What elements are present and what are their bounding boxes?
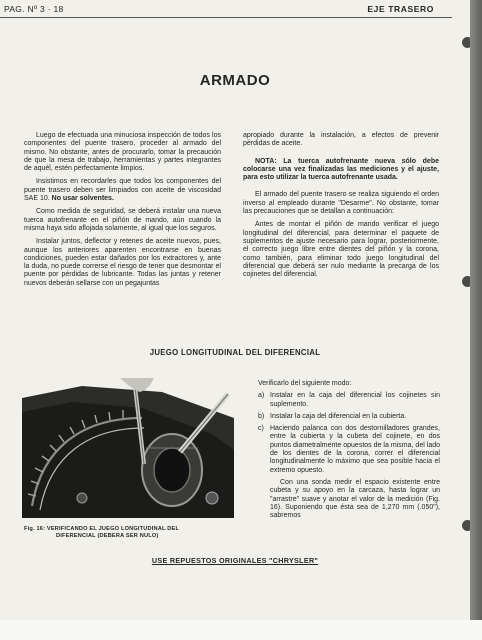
step-text: Instalar la caja del diferencial en la cubierta. [270,412,407,420]
paragraph: apropiado durante la instalación, a efectos de prevenir pérdidas de aceite. [243,132,439,148]
left-column [24,132,221,293]
differential-photo-illustration [22,378,234,518]
procedure-final: Con una sonda medir el espacio existente entre cubeta y su apoyo en la carcaza, hasta lograr un "arrastre" suave y anotar el valor de la medición (Fig. 16). Suponiendo que ésta sea de 1,270 mm (.050"), sabremos [270,478,440,520]
section-title: JUEGO LONGITUDINAL DEL DIFERENCIAL [149,348,321,357]
paragraph: El armado del puente trasero se realiza siguiendo el orden inverso al empleado durante "Desarme". No obstante, tomar las precauciones que se detallan a continuación: [243,191,439,216]
binder-hole [462,37,470,48]
figure-16-photo [22,378,234,518]
paragraph: Luego de efectuada una minuciosa inspección de todos los componentes del puente trasero, proceder al armado del mismo. No obstante, antes de procurarlo, tomar la precaución de que la mesa de trabajo, herramientas y partes integrantes de aquél, estén perfectamente limpios. [24,132,221,173]
page-title: ARMADO [199,72,271,89]
caption-line: Fig. 16: VERIFICANDO EL JUEGO LONGITUDINAL DEL [24,526,180,532]
paragraph: Instalar juntos, deflector y retenes de aceite nuevos, pues, aunque los anteriores aparenten encontrarse en buenas condiciones, pueden estar dañados por los extractores y, ante la duda, no puede correrse el riesgo de tener que desmontar el puente por pérdidas de lubricante. Todas las juntas y retener nuevos deberán sellarse con un pegajuntas [24,238,221,287]
warning-text: No usar solventes. [51,195,114,203]
section-header: EJE TRASERO [367,4,434,14]
step-label: b) [258,412,265,420]
procedure-step [258,392,440,409]
binder-hole [462,520,470,531]
paragraph-text: Insistimos en recordarles que todos los componentes del puente trasero deben ser limpiados con aceite de viscosidad SAE 10. [24,178,221,203]
paragraph: Antes de montar el piñón de mando verificar el juego longitudinal del diferencial, para determinar el paquete de suplementos de ajuste necesario para lograr, posteriormente, el correcto juego libre entre dientes del piñón y la corona, como también, para eliminar todo juego longitudinal del diferencial que deberá ser nulo mediante la precarga de los cojinetes del diferencial. [243,221,439,279]
paragraph: Como medida de seguridad, se deberá instalar una nueva tuerca autofrenante en el piñón de mando, aún cuando la misma haya sido aflojada solamente, al igual que los seguros. [24,208,221,232]
figure-caption [24,526,232,540]
step-label: a) [258,392,265,400]
procedure-intro: Verificarlo del siguiente modo: [258,380,352,387]
caption-line: DIFERENCIAL (DEBERA SER NULO) [56,533,159,539]
page-number: PAG. Nº 3 · 18 [4,4,64,14]
note-paragraph: NOTA: La tuerca autofrenante nueva sólo debe colocarse una vez finalizadas las mediciones y el ajuste, para esto utilizar la tuerca autofrenante usada. [243,157,439,182]
page-shadow [470,0,482,620]
footer-notice: USE REPUESTOS ORIGINALES "CHRYSLER" [151,556,319,565]
step-label: c) [258,425,264,433]
procedure-step [258,413,440,421]
paragraph [24,178,221,203]
procedure-column [258,380,440,525]
header-rule [0,17,452,18]
binder-hole [462,276,470,287]
step-text: Haciendo palanca con dos destornilladores grandes, entre la cubierta y la cubeta del cojinete, en dos puntos diametralmente opuestos de la misma, del lado de los dientes de la corona, correr el diferencial longitudinalmente lo máximo que sea posible hacia el extremo opuesto. [270,425,440,474]
step-text: Instalar en la caja del diferencial los cojinetes sin suplemento. [270,392,440,408]
page-bottom-edge [0,620,482,640]
procedure-steps [258,392,440,475]
procedure-step [258,425,440,475]
right-column [243,132,439,284]
